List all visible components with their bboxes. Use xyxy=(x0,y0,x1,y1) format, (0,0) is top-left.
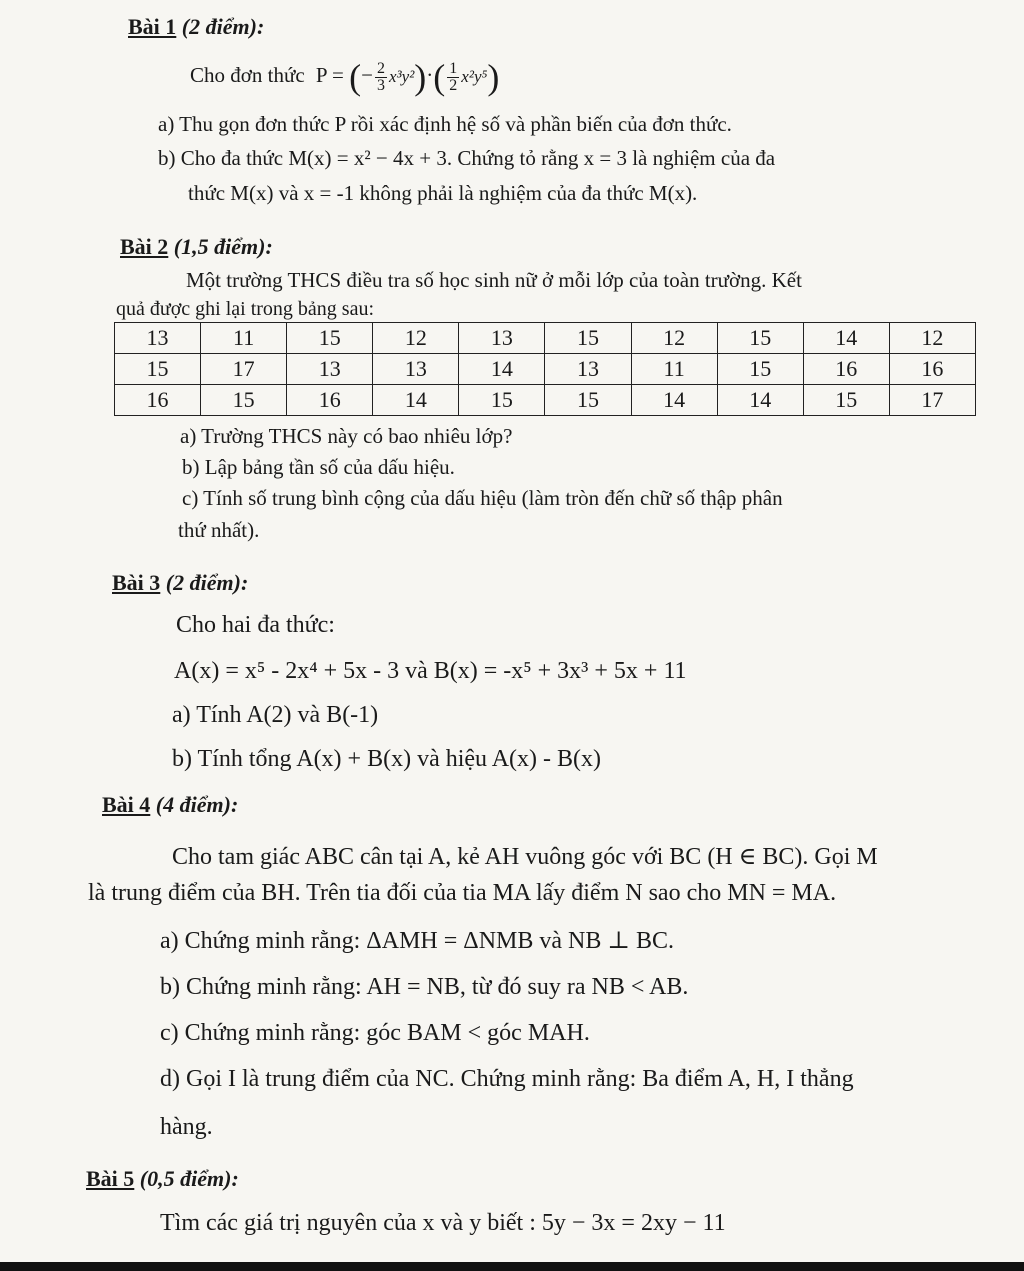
table-row xyxy=(115,323,976,354)
bai2-paragraph-line2: quả được ghi lại trong bảng sau: xyxy=(116,298,375,320)
table-cell: 15 xyxy=(803,385,889,416)
formula-f1-sign: − xyxy=(361,62,373,87)
bai2-part-c-line2: thứ nhất). xyxy=(178,518,260,542)
bai5-heading-points: (0,5 điểm): xyxy=(139,1166,239,1191)
bai4-heading-number: Bài 4 xyxy=(102,792,151,817)
bai5-heading-number: Bài 5 xyxy=(86,1166,135,1191)
bai4-paragraph-line2: là trung điểm của BH. Trên tia đối của tia MA lấy điểm N sao cho MN = MA. xyxy=(88,880,837,906)
table-cell: 15 xyxy=(717,354,803,385)
fraction-1-2: $\frac{1}{2}$ xyxy=(449,59,458,94)
bai1-part-b-line1: b) Cho đa thức M(x) = x² − 4x + 3. Chứng tỏ rằng x = 3 là nghiệm của đa xyxy=(158,146,776,170)
table-cell: 14 xyxy=(373,385,459,416)
formula-dot: · xyxy=(426,62,434,87)
bai4-heading xyxy=(102,792,238,818)
bai4-part-c: c) Chứng minh rằng: góc BAM < góc MAH. xyxy=(160,1020,590,1046)
bai4-heading-points: (4 điểm): xyxy=(155,792,239,817)
bai1-heading-number: Bài 1 xyxy=(128,14,177,39)
formula-lhs: P = xyxy=(315,62,344,87)
bai5-heading xyxy=(86,1166,239,1192)
table-cell: 13 xyxy=(287,354,373,385)
table-cell: 12 xyxy=(889,323,975,354)
bai3-heading-number: Bài 3 xyxy=(112,570,161,595)
table-cell: 11 xyxy=(201,323,287,354)
bai4-part-d-line2: hàng. xyxy=(160,1114,213,1140)
table-row xyxy=(115,385,976,416)
bai2-heading-points: (1,5 điểm): xyxy=(173,234,273,259)
bai3-polynomials: A(x) = x⁵ - 2x⁴ + 5x - 3 và B(x) = -x⁵ + 3x³ + 5x + 11 xyxy=(174,658,687,684)
table-cell: 16 xyxy=(803,354,889,385)
bai1-part-b-line2: thức M(x) và x = -1 không phải là nghiệm của đa thức M(x). xyxy=(188,181,698,205)
bai3-heading xyxy=(112,570,248,596)
table-cell: 17 xyxy=(889,385,975,416)
bai4-paragraph-line1: Cho tam giác ABC cân tại A, kẻ AH vuông góc với BC (H ∈ BC). Gọi M xyxy=(172,844,878,870)
table-cell: 13 xyxy=(459,323,545,354)
bai2-paragraph-line1: Một trường THCS điều tra số học sinh nữ ở mỗi lớp của toàn trường. Kết xyxy=(186,268,802,292)
table-cell: 14 xyxy=(717,385,803,416)
bai5-paragraph: Tìm các giá trị nguyên của x và y biết : 5y − 3x = 2xy − 11 xyxy=(160,1210,726,1236)
table-cell: 15 xyxy=(459,385,545,416)
bai1-heading-points: (2 điểm): xyxy=(181,14,265,39)
table-cell: 15 xyxy=(201,385,287,416)
bai4-part-d-line1: d) Gọi I là trung điểm của NC. Chứng minh rằng: Ba điểm A, H, I thẳng xyxy=(160,1066,854,1092)
bai3-heading-points: (2 điểm): xyxy=(165,570,249,595)
table-cell: 13 xyxy=(545,354,631,385)
bai3-part-a: a) Tính A(2) và B(-1) xyxy=(172,702,379,728)
bai2-part-b: b) Lập bảng tần số của dấu hiệu. xyxy=(182,455,455,479)
table-cell: 15 xyxy=(545,323,631,354)
bai3-intro: Cho hai đa thức: xyxy=(176,612,335,638)
formula-f2-rest: x²y⁵ xyxy=(461,66,488,86)
bai4-part-b: b) Chứng minh rằng: AH = NB, từ đó suy ra NB < AB. xyxy=(160,974,689,1000)
bai1-intro: Cho đơn thức xyxy=(190,62,305,87)
bai2-heading xyxy=(120,234,273,260)
table-row xyxy=(115,354,976,385)
bai3-part-b: b) Tính tổng A(x) + B(x) và hiệu A(x) - B(x) xyxy=(172,746,602,772)
bai4-part-a: a) Chứng minh rằng: ΔAMH = ΔNMB và NB ⊥ BC. xyxy=(160,928,674,954)
table-cell: 15 xyxy=(115,354,201,385)
bai2-part-a: a) Trường THCS này có bao nhiêu lớp? xyxy=(180,424,513,448)
data-table xyxy=(114,322,976,416)
table-cell: 14 xyxy=(803,323,889,354)
table-cell: 14 xyxy=(631,385,717,416)
table-cell: 12 xyxy=(373,323,459,354)
fraction-2-3: $\frac{2}{3}$ xyxy=(377,59,385,94)
bottom-edge-bar xyxy=(0,1262,1024,1271)
table-cell: 15 xyxy=(545,385,631,416)
table-cell: 15 xyxy=(717,323,803,354)
bai2-heading-number: Bài 2 xyxy=(120,234,169,259)
table-cell: 15 xyxy=(287,323,373,354)
table-cell: 11 xyxy=(631,354,717,385)
table-cell: 17 xyxy=(201,354,287,385)
formula-f1-rest: x³y² xyxy=(389,66,415,86)
table-cell: 12 xyxy=(631,323,717,354)
table-cell: 16 xyxy=(287,385,373,416)
table-cell: 16 xyxy=(889,354,975,385)
bai1-part-a: a) Thu gọn đơn thức P rồi xác định hệ số và phần biến của đơn thức. xyxy=(158,112,732,136)
bai2-part-c-line1: c) Tính số trung bình cộng của dấu hiệu (làm tròn đến chữ số thập phân xyxy=(182,486,783,510)
bai1-formula: P = (− $\frac{2}{3}$ x³y²)·( $\frac{1}{2}$ x²y⁵) xyxy=(315,57,500,97)
bai1-intro-line xyxy=(190,56,499,98)
table-cell: 16 xyxy=(115,385,201,416)
table-cell: 13 xyxy=(115,323,201,354)
table-cell: 13 xyxy=(373,354,459,385)
table-cell: 14 xyxy=(459,354,545,385)
bai1-heading xyxy=(128,14,264,40)
